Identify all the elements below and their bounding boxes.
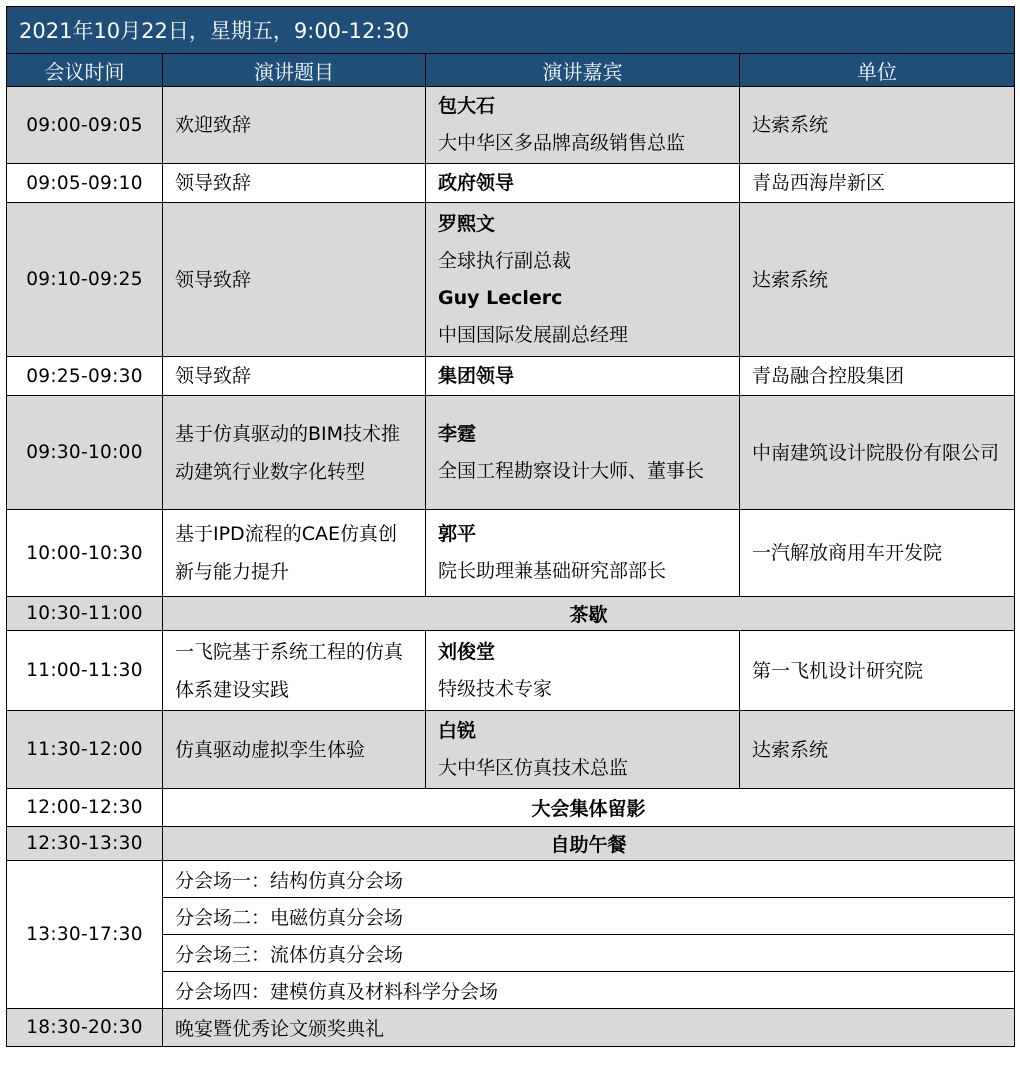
row-speaker (426, 357, 740, 396)
speaker-role: 中国国际发展副总经理 (438, 323, 629, 346)
table-row (7, 597, 1015, 631)
row-topic: 领导致辞 (163, 357, 426, 396)
header-unit: 单位 (740, 54, 1015, 87)
table-row (7, 861, 1015, 898)
table-row (7, 87, 1015, 164)
table-row (7, 203, 1015, 357)
row-time: 12:30-13:30 (7, 827, 163, 861)
row-speaker (426, 87, 740, 164)
session-item: 分会场三：流体仿真分会场 (163, 935, 1015, 972)
header-time: 会议时间 (7, 54, 163, 87)
row-speaker (426, 711, 740, 789)
header-topic: 演讲题目 (163, 54, 426, 87)
row-unit: 达索系统 (740, 711, 1015, 789)
row-time: 09:00-09:05 (7, 87, 163, 164)
row-time: 13:30-17:30 (7, 861, 163, 1009)
row-time: 10:30-11:00 (7, 597, 163, 631)
speaker-name: 政府领导 (438, 171, 515, 194)
table-row (7, 1009, 1015, 1047)
speaker-role: 特级技术专家 (438, 677, 553, 700)
row-topic: 一飞院基于系统工程的仿真体系建设实践 (163, 631, 426, 711)
row-unit: 中南建筑设计院股份有限公司 (740, 396, 1015, 510)
row-time: 11:00-11:30 (7, 631, 163, 711)
row-topic: 基于IPD流程的CAE仿真创新与能力提升 (163, 510, 426, 597)
speaker-name: 包大石 (438, 95, 496, 117)
header-row (7, 54, 1015, 87)
row-speaker (426, 396, 740, 510)
row-speaker (426, 631, 740, 711)
agenda-container (6, 6, 1014, 1047)
row-unit: 一汽解放商用车开发院 (740, 510, 1015, 597)
row-time: 12:00-12:30 (7, 789, 163, 827)
session-item: 分会场一：结构仿真分会场 (163, 861, 1015, 898)
speaker-role: 全国工程勘察设计大师、董事长 (438, 459, 705, 482)
speaker-name: 集团领导 (438, 364, 515, 387)
title-row (7, 7, 1015, 54)
row-topic: 仿真驱动虚拟孪生体验 (163, 711, 426, 789)
table-row (7, 510, 1015, 597)
session-item: 分会场二：电磁仿真分会场 (163, 898, 1015, 935)
row-unit: 青岛西海岸新区 (740, 164, 1015, 203)
row-time: 09:10-09:25 (7, 203, 163, 357)
speaker-name: 白锐 (438, 719, 477, 742)
agenda-title: 2021年10月22日，星期五，9:00-12:30 (7, 7, 1015, 54)
speaker-role: 大中华区多品牌高级销售总监 (438, 132, 686, 154)
table-row (7, 357, 1015, 396)
row-speaker (426, 164, 740, 203)
row-time: 11:30-12:00 (7, 711, 163, 789)
speaker-name: 刘俊堂 (438, 640, 496, 663)
row-speaker (426, 510, 740, 597)
table-row (7, 711, 1015, 789)
row-topic: 领导致辞 (163, 164, 426, 203)
row-topic: 领导致辞 (163, 203, 426, 357)
speaker-name: 李霆 (438, 422, 477, 445)
session-item: 分会场四：建模仿真及材料科学分会场 (163, 972, 1015, 1009)
merged-event: 自助午餐 (163, 827, 1015, 861)
agenda-table (6, 6, 1015, 1047)
table-row (7, 631, 1015, 711)
header-speaker: 演讲嘉宾 (426, 54, 740, 87)
row-unit: 第一飞机设计研究院 (740, 631, 1015, 711)
row-unit: 青岛融合控股集团 (740, 357, 1015, 396)
speaker-role: 全球执行副总裁 (438, 249, 572, 272)
evening-event: 晚宴暨优秀论文颁奖典礼 (163, 1009, 1015, 1047)
row-time: 09:25-09:30 (7, 357, 163, 396)
speaker-role: 大中华区仿真技术总监 (438, 756, 629, 779)
table-row (7, 827, 1015, 861)
speaker-role: 院长助理兼基础研究部部长 (438, 560, 667, 582)
row-time: 09:05-09:10 (7, 164, 163, 203)
row-time: 18:30-20:30 (7, 1009, 163, 1047)
row-time: 09:30-10:00 (7, 396, 163, 510)
table-row (7, 396, 1015, 510)
merged-event: 大会集体留影 (163, 789, 1015, 827)
row-speaker (426, 203, 740, 357)
row-time: 10:00-10:30 (7, 510, 163, 597)
table-row (7, 789, 1015, 827)
row-topic: 欢迎致辞 (163, 87, 426, 164)
speaker-name: 罗熙文 (438, 212, 496, 235)
row-topic: 基于仿真驱动的BIM技术推动建筑行业数字化转型 (163, 396, 426, 510)
table-row (7, 164, 1015, 203)
row-unit: 达索系统 (740, 203, 1015, 357)
row-unit: 达索系统 (740, 87, 1015, 164)
speaker-name: Guy Leclerc (438, 286, 563, 309)
merged-event: 茶歇 (163, 597, 1015, 631)
speaker-name: 郭平 (438, 523, 477, 545)
